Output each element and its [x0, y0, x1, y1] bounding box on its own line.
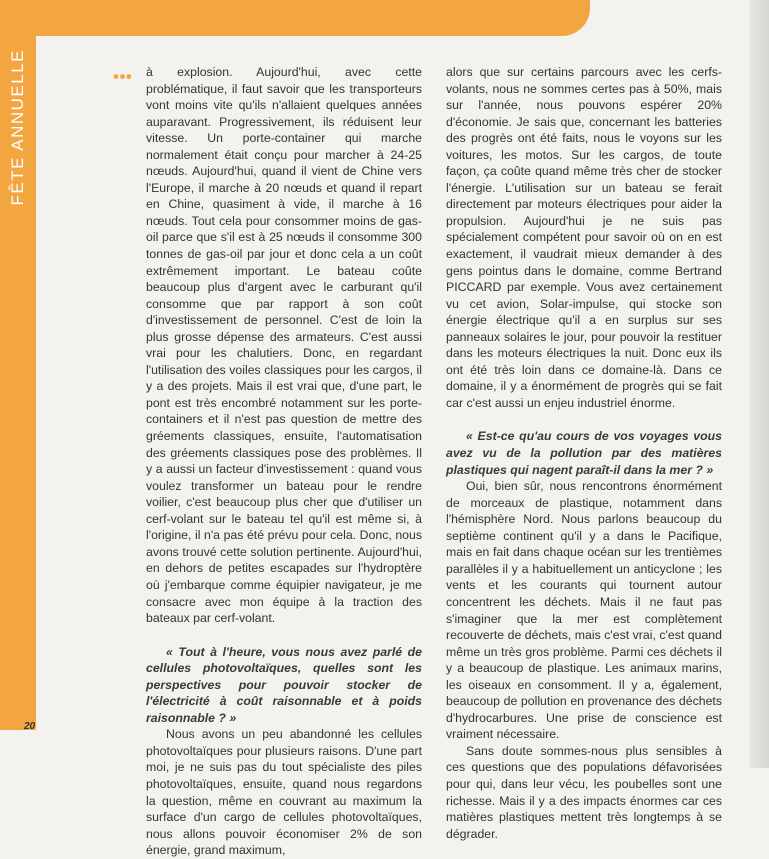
right-column — [446, 64, 722, 842]
paragraph: Sans doute sommes-nous plus sensibles à ces questions que des populations défavorisées pour qui, dans leur vécu, les poubelles sont une richesse. Mais il y a des impacts énormes car ces matières plastiques mettent très longtemps à se dégrader. — [446, 743, 722, 841]
paragraph: Oui, bien sûr, nous rencontrons énormément de morceaux de plastique, notamment dans l'hémisphère Nord. Nous parlons beaucoup du septième continent qu'il y a dans le Pacifique, mais en fait dans chaque océan sur les trentièmes parallèles il y a habituellement un anticyclone ; les vents et les courants qui tournent autour concentrent les déchets. Mais il ne faut pas s'imaginer que la mer est complètement recouverte de déchets, mais c'est vrai, c'est quand même un très gros problème. Parmi ces déchets il y a beaucoup de plastique. Les animaux marins, les oiseaux en consomment. Il y a, également, beaucoup de pollution en provenance des déchets d'hydrocarbures. Une prise de conscience est vraiment nécessaire. — [446, 479, 722, 742]
interview-question: « Tout à l'heure, vous nous avez parlé de cellules photovoltaïques, quelles sont les perspectives pour pouvoir stocker de l'électricité à coût raisonnable et à poids raisonnable ? » — [146, 644, 422, 725]
section-label-text: FÊTE ANNUELLE — [8, 49, 27, 206]
orange-header-band — [0, 0, 590, 36]
continuation-dots: ••• — [113, 67, 133, 86]
page-gutter-shadow — [749, 0, 769, 768]
paragraph: à explosion. Aujourd'hui, avec cette problématique, il faut savoir que les transporteurs vont moins vite qu'ils n'allaient quelques années auparavant. Progressivement, ils réduisent leur vitesse. Un porte-container qui marche normalement était conçu pour marcher à 24-25 nœuds. Aujourd'hui, quand il vient de Chine vers l'Europe, il marche à 20 nœuds et quand il repart en Chine, quasiment à vide, il marche à 16 nœuds. Tout cela pour consommer moins de gas-oil parce que s'il est à 25 nœuds il consomme 300 tonnes de gas-oil par jour et donc cela a un coût extrêmement important. Le bateau coûte beaucoup plus d'argent avec le carburant qu'il consomme que par rapport à son coût d'investissement de personnel. C'est de loin la plus grosse dépense des armateurs. C'est aussi vrai pour les chalutiers. Donc, en regardant l'utilisation des voiles classiques pour les cargos, il y a des projets. Mais il est vrai que, d'une part, le pont est très encombré notamment sur les porte-containers et il n'est pas question de mettre des gréements classiques, ensuite, l'automatisation des gréements classiques pose des problèmes. Il y a aussi un facteur d'investissement : quand vous voulez transformer un bateau pour le rendre voilier, c'est beaucoup plus cher que d'utiliser un cerf-volant sur le bateau tel qu'il est même si, à l'origine, il n'a pas été prévu pour cela. Donc, nous avons trouvé cette solution pertinente. Aujourd'hui, en dehors de petites escapades sur l'hydroptère où j'embarque comme équipier navigateur, je me consacre avec mon équipe à la traction des bateaux par cerf-volant. — [146, 65, 422, 626]
page-number: 20 — [24, 721, 36, 732]
paragraph: alors que sur certains parcours avec les cerfs-volants, nous ne sommes certes pas à 50%, mais sur l'année, nous pouvons espérer 20% d'économie. Je sais que, concernant les batteries des progrès ont été faits, nous le voyons sur les voitures, les motos. Sur les cargos, de toute façon, ça coûte quand même très cher de stocker l'énergie. L'utilisation sur un bateau se ferait directement par moteurs électriques pour aider la propulsion. Aujourd'hui je ne suis pas spécialement compétent pour savoir où on en est exactement, il vaudrait mieux demander à des gens pointus dans le domaine, comme Bertrand PICCARD par exemple. Vous avez certainement vu cet avion, Solar-impulse, qui stocke son énergie électrique qu'il a en surplus sur ses panneaux solaires le jour, pour pouvoir la restituer dans les moteurs électriques la nuit. Donc eux ils ont été très loin dans ce domaine-là. Dans ce domaine, il y a énormément de progrès qui se fait car c'est aussi un enjeu industriel énorme. — [446, 65, 722, 410]
section-label — [4, 40, 32, 215]
paragraph: Nous avons un peu abandonné les cellules photovoltaïques pour plusieurs raisons. D'une part moi, je ne suis pas du tout spécialiste des piles photovoltaïques, ensuite, quand nous regardons la question, même en couvrant au maximum la surface d'un cargo de cellules photovoltaïques, nous allons pouvoir économiser 2% de son énergie, grand maximum, — [146, 727, 422, 858]
left-column — [146, 64, 422, 859]
interview-question: « Est-ce qu'au cours de vos voyages vous avez vu de la pollution par des matières plastiques qui nagent paraît-il dans la mer ? » — [446, 429, 722, 477]
